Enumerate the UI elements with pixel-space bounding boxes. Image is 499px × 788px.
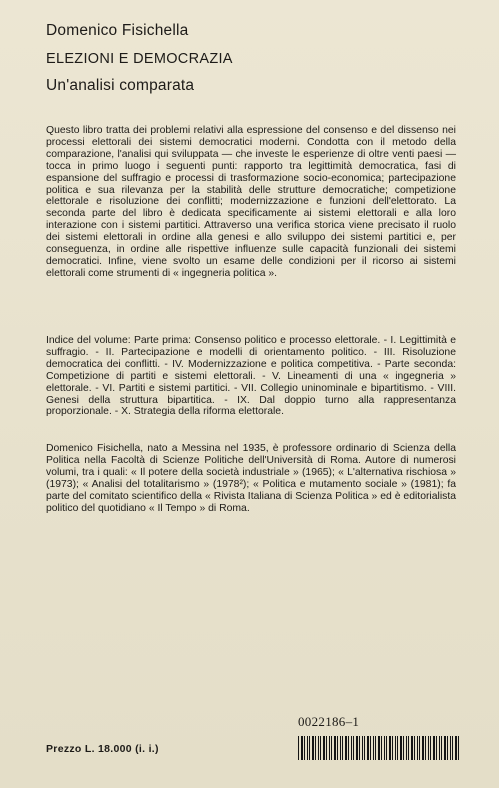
book-subtitle: Un'analisi comparata: [46, 77, 195, 94]
biography-paragraph: Domenico Fisichella, nato a Messina nel 1935, è professore ordinario di Scienza della Politica nella Facoltà di Scienze Politiche dell'Università di Roma. Autore di numerosi volumi, tra i quali: « Il potere della società industriale » (1965); « L'alternativa rischiosa » (1973); « Analisi del totalitarismo » (1978²); « Politica e mutamento sociale » (1981); fa parte del comitato scientifico della « Rivista Italiana di Scienza Politica » ed è editorialista politico del quotidiano « Il Tempo » di Roma.: [46, 443, 456, 514]
book-title: ELEZIONI E DEMOCRAZIA: [46, 51, 233, 67]
contents-paragraph: Indice del volume: Parte prima: Consenso politico e processo elettorale. - I. Legittimità e suffragio. - II. Partecipazione e modelli di orientamento politico. - III. Risoluzione democratica dei conflitti. - IV. Modernizzazione e politica competitiva. - Parte seconda: Competizione di partiti e sistemi elettorali. - V. Lineamenti di una « ingegneria » elettorale. - VI. Partiti e sistemi partitici. - VII. Collegio uninominale e bipartitismo. - VIII. Genesi della struttura bipartitica. - IX. Dal doppio turno alla rappresentanza proporzionale. - X. Strategia della riforma elettorale.: [46, 335, 456, 418]
price-label: Prezzo L. 18.000 (i. i.): [46, 743, 159, 755]
description-paragraph: Questo libro tratta dei problemi relativi alla espressione del consenso e del dissenso nei processi elettorali dei sistemi democratici moderni. Condotta con il metodo della comparazione, l'analisi qui sviluppata — che investe le esperienze di oltre venti paesi — tocca in primo luogo i seguenti punti: rapporto tra legittimità democratica, fasi di espansione del suffragio e processi di trasformazione socio-economica; partecipazione politica e sua rilevanza per la stabilità delle strutture democratiche; competizione elettorale e risoluzione dei conflitti; modernizzazione e funzioni dell'elettorato. La seconda parte del libro è dedicata specificamente ai sistemi elettorali e alla loro interazione con i sistemi partitici. Attraverso una verifica storica viene precisato il ruolo dei sistemi elettorali in ordine alla genesi e allo sviluppo dei sistemi partitici e, per conseguenza, in ordine alle rispettive influenze sulle capacità funzionali dei sistemi democratici. Infine, viene svolto un esame delle condizioni per il ricorso ai sistemi elettorali come strumenti di « ingegneria politica ».: [46, 125, 456, 279]
barcode-number: 0022186–1: [298, 714, 360, 729]
author-name: Domenico Fisichella: [46, 22, 189, 39]
barcode-image: [298, 736, 460, 760]
